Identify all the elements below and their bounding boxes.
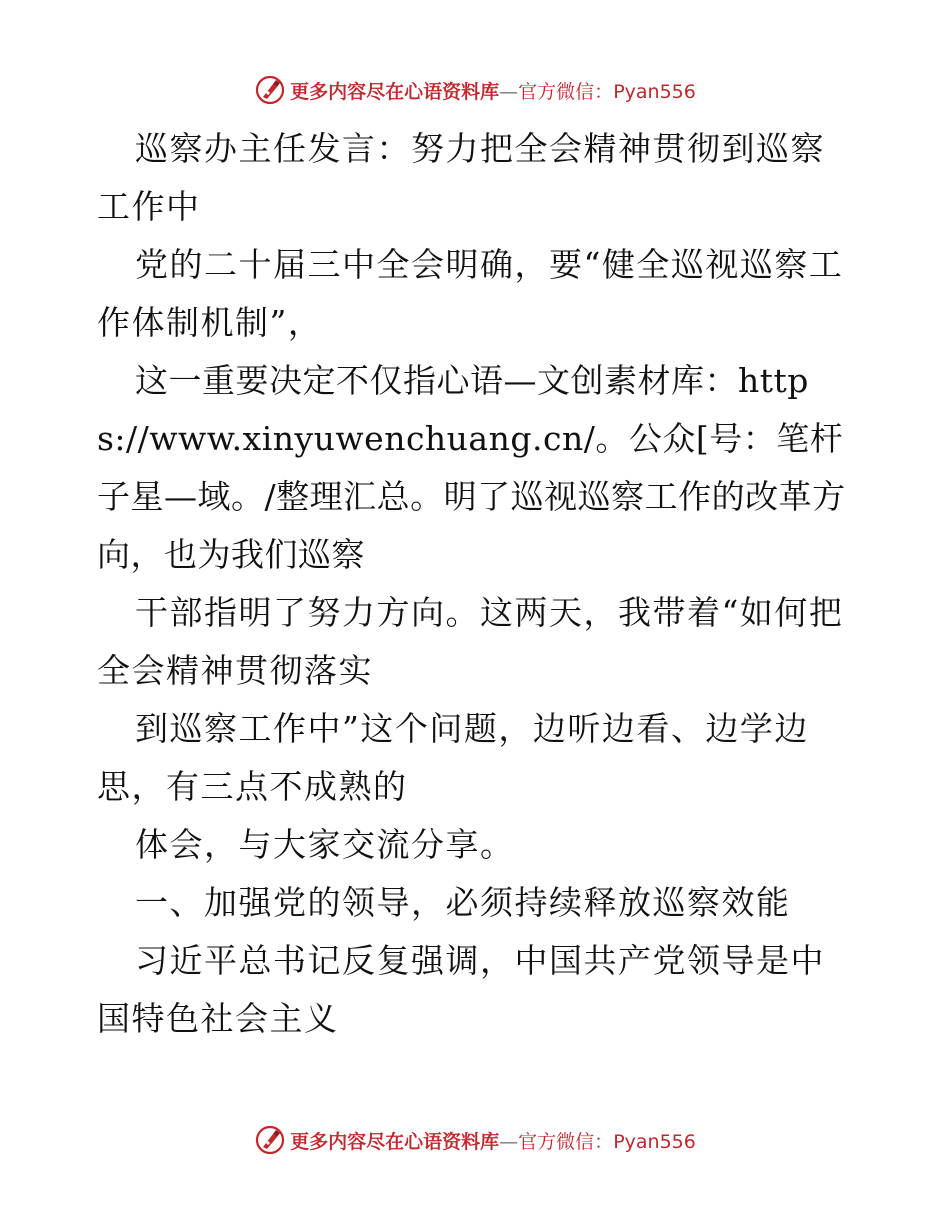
document-body: [97, 120, 857, 1048]
pen-nib-logo-icon: [254, 1124, 286, 1156]
section-heading: 一、加强党的领导，必须持续释放巡察效能: [135, 883, 791, 922]
paragraph: 干部指明了努力方向。这两天，我带着“如何把全会精神贯彻落实: [97, 593, 844, 690]
banner-wechat-label: 官方微信：: [518, 1130, 614, 1153]
doc-title: 巡察办主任发言：努力把全会精神贯彻到巡察工作中: [97, 129, 825, 226]
footer-banner: [0, 1120, 950, 1160]
banner-wechat-label: 官方微信：: [518, 80, 614, 103]
banner-main-text: 更多内容尽在心语资料库: [290, 80, 500, 103]
paragraph: 习近平总书记反复强调，中国共产党领导是中国特色社会主义: [97, 941, 825, 1038]
paragraph: 党的二十届三中全会明确，要“健全巡视巡察工作体制机制”，: [97, 245, 844, 342]
paragraph: 体会，与大家交流分享。: [135, 825, 515, 864]
banner-main-text: 更多内容尽在心语资料库: [290, 1130, 500, 1153]
banner-wechat-id: Pyan556: [613, 80, 696, 103]
paragraph: 到巡察工作中”这个问题，边听边看、边学边思，有三点不成熟的: [97, 709, 809, 806]
banner-separator: —: [499, 80, 519, 103]
pen-nib-logo-icon: [254, 74, 286, 106]
header-banner: [0, 70, 950, 110]
paragraph: 这一重要决定不仅指心语—文创素材库：https://www.xinyuwenchuang.cn/。公众[号：笔杆子星—域。/整理汇总。明了巡视巡察工作的改革方向，也为我们巡察: [97, 361, 846, 574]
banner-text: [290, 1127, 696, 1154]
banner-text: [290, 77, 696, 104]
banner-wechat-id: Pyan556: [613, 1130, 696, 1153]
banner-separator: —: [499, 1130, 519, 1153]
